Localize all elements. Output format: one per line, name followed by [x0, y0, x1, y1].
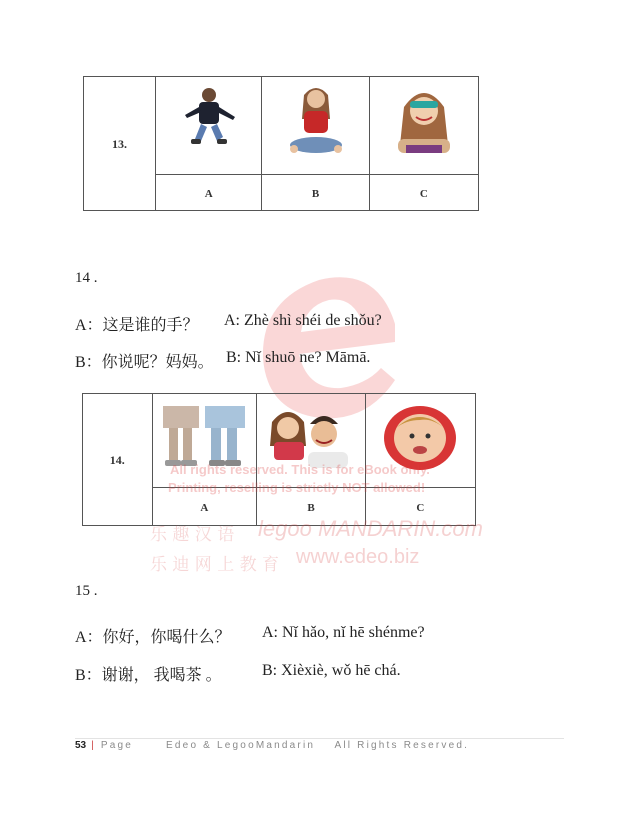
page-word: Page	[100, 740, 134, 751]
option-a-label: A	[204, 187, 213, 200]
option-b-image-cell	[262, 77, 369, 175]
question-number-cell	[84, 77, 156, 211]
option-a-image-cell	[156, 77, 262, 175]
footer-divider	[75, 738, 564, 739]
q14-line-a-pinyin: A: Zhè shì shéi de shǒu?	[224, 312, 382, 329]
question-13-table	[83, 76, 479, 211]
watermark-brand-chinese-2: 乐 迪 网 上 教 育	[150, 555, 280, 575]
page-number: 53	[75, 740, 87, 751]
watermark-brand-chinese-1: 乐 趣 汉 语	[150, 525, 235, 545]
girl-sitting-photo	[284, 83, 348, 163]
watermark-brand-english-1: legoo MANDARIN.com	[258, 516, 483, 541]
q14-line-b-chinese: B：你说呢？妈妈。	[75, 354, 214, 371]
question-15-heading: 15 .	[75, 583, 98, 599]
option-b-label: B	[307, 501, 315, 514]
footer-separator: |	[91, 740, 96, 751]
girl-with-goggles-photo	[392, 83, 456, 163]
boy-jumping-photo	[177, 83, 241, 163]
option-b-label: B	[311, 187, 320, 200]
watermark-printing-line: Printing, reselling is strictly NOT allowed!	[168, 480, 426, 495]
question-14-heading: 14 .	[75, 270, 98, 286]
q15-line-a-pinyin: A: Nǐ hǎo, nǐ hē shénme?	[262, 624, 425, 641]
watermark-rights-line: All rights reserved. This is for eBook only.	[170, 462, 430, 477]
option-a-label: A	[200, 501, 209, 514]
page-footer	[75, 740, 469, 751]
question-number-cell	[83, 394, 153, 526]
q15-line-b-pinyin: B: Xièxiè, wǒ hē chá.	[262, 662, 401, 679]
option-c-label-cell	[369, 175, 478, 211]
q14-line-b-pinyin: B: Nǐ shuō ne? Māmā.	[226, 349, 371, 366]
watermark-brand-english-2: www.edeo.biz	[296, 546, 420, 568]
q15-line-b-chinese: B：谢谢， 我喝茶 。	[75, 667, 222, 684]
question-number: 13.	[112, 136, 128, 151]
option-c-label: C	[416, 501, 425, 514]
option-c-image-cell	[369, 77, 478, 175]
q15-line-a-chinese: A：你好，你喝什么？	[75, 629, 231, 646]
q14-line-a-chinese: A：这是谁的手？	[75, 317, 199, 334]
option-a-label-cell	[156, 175, 262, 211]
question-14-table	[82, 393, 476, 526]
footer-copyright: Edeo & LegooMandarin All Rights Reserved.	[166, 740, 470, 751]
question-number: 14.	[109, 452, 125, 467]
option-b-label-cell	[262, 175, 369, 211]
option-c-label: C	[419, 187, 428, 200]
